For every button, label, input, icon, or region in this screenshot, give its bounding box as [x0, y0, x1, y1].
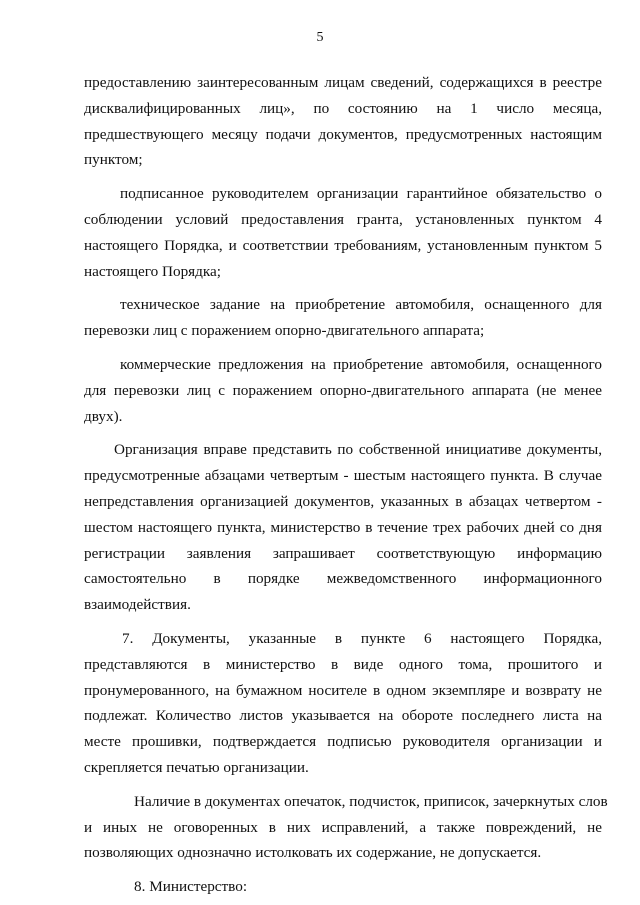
text-line: представляются в министерство в виде одного тома, прошитого и: [84, 655, 602, 673]
text-line: непредставления организацией документов, указанных в абзацах четвертом -: [84, 492, 602, 510]
text-line: месте прошивки, подтверждается подписью руководителя организации и: [84, 733, 602, 751]
text-line: предусмотренные абзацами четвертым - шестым настоящего пункта. В случае: [84, 467, 602, 485]
text-line: пронумерованного, на бумажном носителе в одном экземпляре и возврату не: [84, 681, 602, 699]
paragraph-technical-task: [84, 292, 602, 344]
text-line: предшествующего месяцу подачи документов, предусмотренных настоящим: [84, 125, 602, 143]
paragraph-item-8-heading: [84, 874, 602, 900]
text-line: предоставлению заинтересованным лицам сведений, содержащихся в реестре: [84, 74, 602, 91]
paragraph-own-initiative: [84, 437, 602, 618]
text-line: и иных не оговоренных в них исправлений, а также повреждений, не: [84, 818, 602, 836]
paragraph-item-7: [84, 626, 602, 781]
paragraph-guarantee-obligation: [84, 181, 602, 284]
text-line: пунктом;: [84, 151, 143, 169]
text-line: подлежат. Количество листов указывается на обороте последнего листа на: [84, 707, 602, 725]
text-line: взаимодействия.: [84, 596, 191, 614]
paragraph-commercial-offers: [84, 352, 602, 429]
text-line: скрепляется печатью организации.: [84, 758, 309, 776]
text-line: шестом настоящего пункта, министерство в течение трех рабочих дней со дня: [84, 518, 602, 536]
document-body: [84, 70, 608, 900]
text-line: перевозки лиц с поражением опорно-двигательного аппарата;: [84, 322, 485, 340]
text-line: Организация вправе представить по собственной инициативе документы,: [114, 441, 602, 459]
paragraph-corrections: [84, 789, 608, 866]
text-line: дисквалифицированных лиц», по состоянию на 1 число месяца,: [84, 99, 602, 117]
text-line: 8. Министерство:: [134, 878, 248, 896]
text-line: Наличие в документах опечаток, подчисток, приписок, зачеркнутых слов: [134, 792, 608, 810]
text-line: соблюдении условий предоставления гранта, установленных пунктом 4: [84, 210, 602, 228]
text-line: для перевозки лиц с поражением опорно-двигательного аппарата (не менее: [84, 381, 602, 399]
paragraph-registry-info: [84, 70, 602, 173]
text-line: техническое задание на приобретение автомобиля, оснащенного для: [120, 296, 602, 314]
text-line: подписанное руководителем организации гарантийное обязательство о: [120, 185, 602, 203]
page-number: 5: [316, 30, 324, 45]
text-line: регистрации заявления запрашивает соответствующую информацию: [84, 544, 602, 562]
text-line: настоящего Порядка;: [84, 262, 221, 280]
text-line: коммерческие предложения на приобретение автомобиля, оснащенного: [120, 355, 602, 373]
text-line: 7. Документы, указанные в пункте 6 настоящего Порядка,: [122, 629, 602, 647]
text-line: настоящего Порядка, и соответствии требованиям, установленным пунктом 5: [84, 236, 602, 254]
text-line: позволяющих однозначно истолковать их содержание, не допускается.: [84, 844, 542, 862]
text-line: двух).: [84, 407, 123, 425]
text-line: самостоятельно в порядке межведомственного информационного: [84, 570, 602, 588]
